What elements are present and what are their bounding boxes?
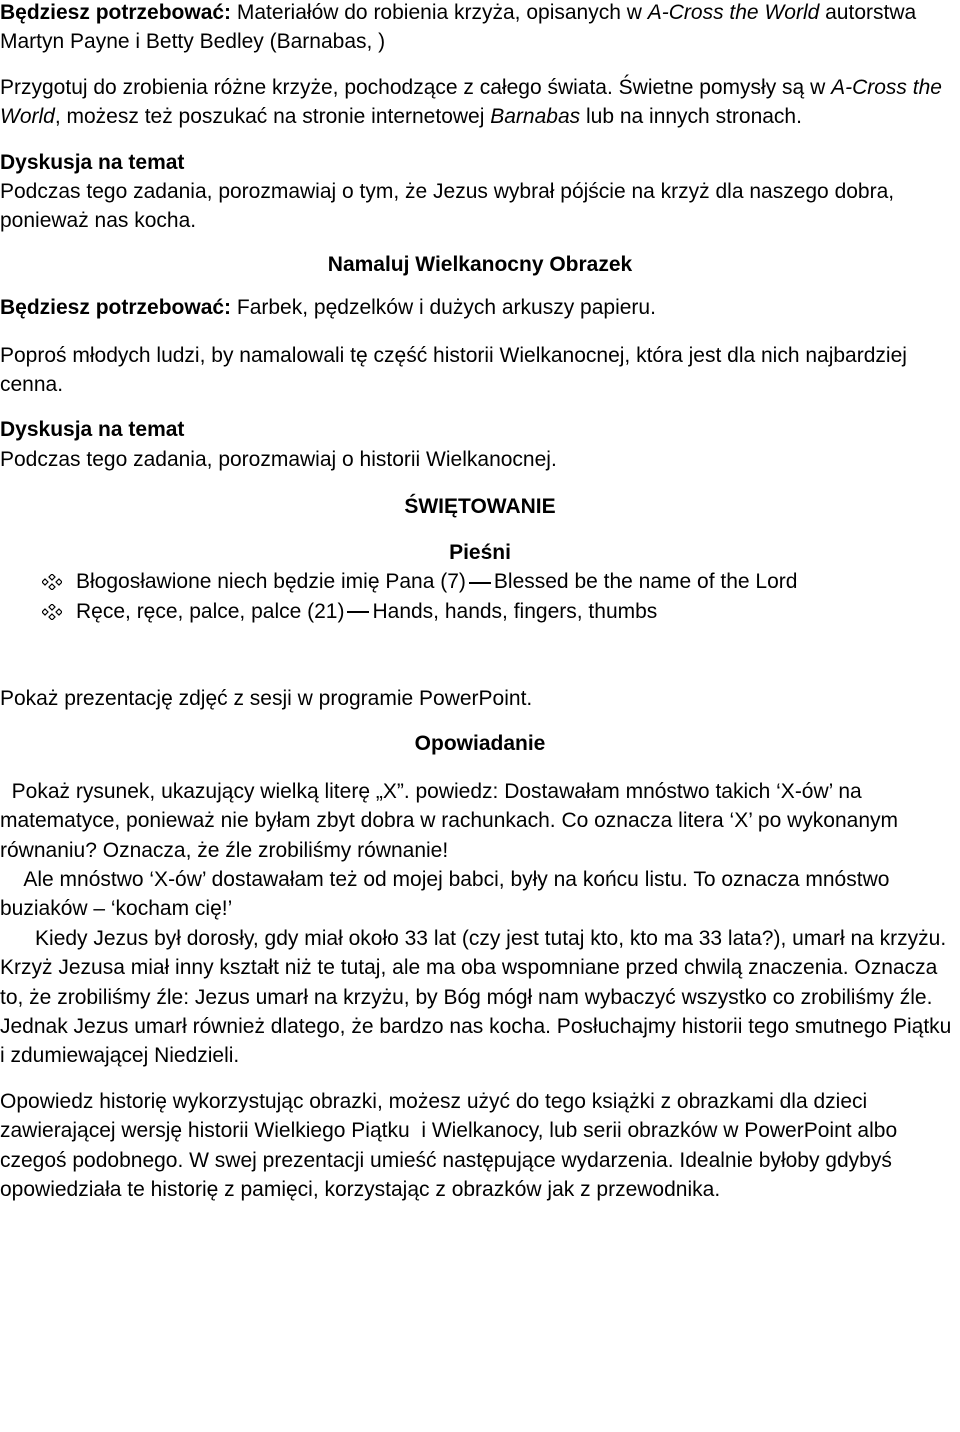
dash (347, 611, 369, 613)
powerpoint-note: Pokaż prezentację zdjęć z sesji w programie PowerPoint. (0, 686, 533, 710)
four-diamond-bullet-icon (42, 574, 62, 590)
needs-label: Będziesz potrzebować: (0, 296, 232, 320)
story-paragraph: Opowiedz historię wykorzystując obrazki, możesz użyć do tego książki z obrazkami dla dzieci zawierającej wersję historii Wielkiego Piątku i Wielkanocy, lub serii obrazków w PowerPoint albo czegoś podobnego. W swej prezentacji umieść następujące wydarzenia. Idealnie byłoby gdybyś opowiedziała te historię z pamięci, korzystając z obrazków jak z przewodnika. (0, 1089, 903, 1201)
story-paragraph: Pokaż rysunek, ukazujący wielką literę „X”. powiedz: Dostawałam mnóstwo takich ‘X-ów’ na matematyce, ponieważ nie byłam zbyt dobra w rachunkach. Co oznacza litera ‘X’ po wykonanym równaniu? Oznacza, że źle zrobiliśmy równanie! (0, 779, 904, 862)
songs-heading: Pieśni (449, 540, 511, 564)
section-title: Namaluj Wielkanocny Obrazek (327, 252, 633, 276)
story-heading: Opowiadanie (414, 732, 546, 756)
song-item: Błogosławione niech będzie imię Pana (7) Blessed be the name of the Lord (0, 567, 960, 596)
website-name: Barnabas (490, 105, 581, 129)
discussion-heading: Dyskusja na temat (0, 418, 185, 442)
book-title: A-Cross the World (647, 1, 820, 24)
four-diamond-bullet-icon (42, 604, 62, 620)
materials-paragraph: Będziesz potrzebować: Materiałów do robienia krzyża, opisanych w A-Cross the World autorstwa Martyn Payne i Betty Bedley (Barnabas, ) (0, 1, 917, 54)
celebration-title: ŚWIĘTOWANIE (404, 495, 556, 519)
discussion-text: Podczas tego zadania, porozmawiaj o historii Wielkanocnej. (0, 447, 557, 471)
story-paragraph: Ale mnóstwo ‘X-ów’ dostawałam też od mojej babci, były na końcu listu. To oznacza mnóstwo buziaków – ‘kocham cię!’ (0, 867, 896, 921)
book-title: A-Cross the World (0, 75, 942, 129)
story-paragraph: Kiedy Jezus był dorosły, gdy miał około 33 lat (czy jest tutaj kto, kto ma 33 lata?), umarł na krzyżu. Krzyż Jezusa miał inny kształt niż te tutaj, ale ma oba wspomniane przed chwilą znaczenia. Oznacza to, że zrobiliśmy źle: Jezus umarł na krzyżu, by Bóg mógł nam wybaczyć wszystko co zrobiliśmy źle. Jednak Jezus umarł również dlatego, że bardzo nas kocha. Posłuchajmy historii tego smutnego Piątku i zdumiewającej Niedzieli. (0, 926, 958, 1068)
song-item: Ręce, ręce, palce, palce (21) Hands, hands, fingers, thumbs (0, 597, 960, 626)
discussion-text: Podczas tego zadania, porozmawiaj o tym, że Jezus wybrał pójście na krzyż dla naszego dobra, ponieważ nas kocha. (0, 180, 895, 233)
needs-label: Będziesz potrzebować: (0, 1, 232, 24)
instruction-paragraph: Poproś młodych ludzi, by namalowali tę część historii Wielkanocnej, która jest dla nich najbardziej cenna. (0, 343, 907, 397)
dash (469, 582, 491, 584)
materials-paragraph: Będziesz potrzebować: Farbek, pędzelków i dużych arkuszy papieru. (0, 296, 656, 320)
discussion-heading: Dyskusja na temat (0, 150, 185, 174)
preparation-paragraph: Przygotuj do zrobienia różne krzyże, pochodzące z całego świata. Świetne pomysły są w A-Cross the World, możesz też poszukać na stronie internetowej Barnabas lub na innych stronach. (0, 75, 942, 129)
